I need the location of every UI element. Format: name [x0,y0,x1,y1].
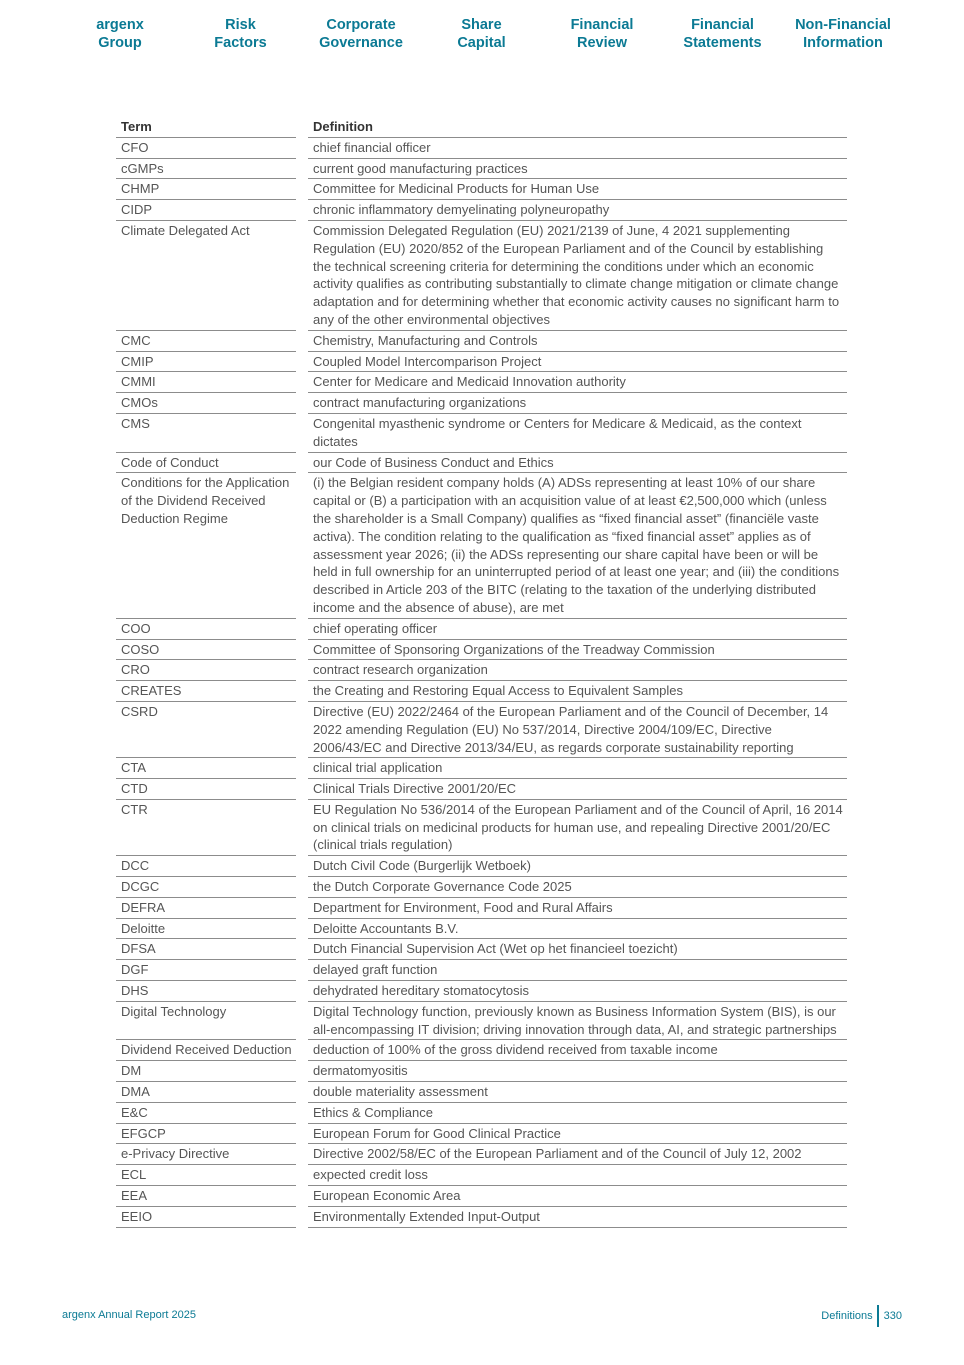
term-column-header: Term [116,116,296,138]
term-cell: CRO [116,660,296,681]
nav-share-capital[interactable]: Share Capital [457,17,506,51]
term-cell: DGF [116,960,296,981]
term-cell: DCC [116,856,296,877]
definition-cell: Clinical Trials Directive 2001/20/EC [308,779,847,800]
definition-column-header: Definition [308,116,847,138]
table-row [116,352,847,373]
table-row [116,800,847,856]
nav-financial-review[interactable]: Financial Review [570,17,634,51]
table-row [116,898,847,919]
nav-non-financial-information[interactable]: Non-Financial Information [795,17,891,51]
definition-cell: double materiality assessment [308,1082,847,1103]
term-cell: EFGCP [116,1124,296,1145]
table-body [116,138,847,1228]
definition-cell: current good manufacturing practices [308,159,847,180]
table-row [116,1124,847,1145]
table-row [116,681,847,702]
table-row [116,1144,847,1165]
definition-cell: the Creating and Restoring Equal Access to Equivalent Samples [308,681,847,702]
term-cell: CTD [116,779,296,800]
term-cell: DHS [116,981,296,1002]
definition-cell: Dutch Civil Code (Burgerlijk Wetboek) [308,856,847,877]
definition-cell: dermatomyositis [308,1061,847,1082]
term-cell: CFO [116,138,296,159]
definition-cell: deduction of 100% of the gross dividend received from taxable income [308,1040,847,1061]
definition-cell: Committee of Sponsoring Organizations of the Treadway Commission [308,640,847,661]
definition-cell: contract research organization [308,660,847,681]
term-cell: CMS [116,414,296,453]
term-cell: cGMPs [116,159,296,180]
definition-cell: Congenital myasthenic syndrome or Centers for Medicare & Medicaid, as the context dictates [308,414,847,453]
table-row [116,660,847,681]
table-row [116,1103,847,1124]
definition-cell: expected credit loss [308,1165,847,1186]
table-row [116,179,847,200]
term-cell: Conditions for the Application of the Dividend Received Deduction Regime [116,473,296,618]
term-cell: DCGC [116,877,296,898]
table-row [116,1207,847,1228]
definition-cell: Chemistry, Manufacturing and Controls [308,331,847,352]
table-row [116,758,847,779]
definition-cell: Center for Medicare and Medicaid Innovation authority [308,372,847,393]
term-cell: DM [116,1061,296,1082]
term-cell: DMA [116,1082,296,1103]
nav-corporate-governance[interactable]: Corporate Governance [319,17,403,51]
table-row [116,1186,847,1207]
table-row [116,939,847,960]
table-row [116,138,847,159]
definitions-table [116,116,847,1228]
definition-cell: Ethics & Compliance [308,1103,847,1124]
table-row [116,640,847,661]
table-row [116,960,847,981]
term-cell: Climate Delegated Act [116,221,296,331]
definition-cell: Commission Delegated Regulation (EU) 2021/2139 of June, 4 2021 supplementing Regulation (EU) 2020/852 of the European Parliament and of the Council by establishing the technical screening criteria for determining the conditions under which an economic activity qualifies as contributing substantially to climate change mitigation or climate change adaptation and for determining whether that economic activity causes no significant harm to any of the other environmental objectives [308,221,847,331]
definition-cell: Dutch Financial Supervision Act (Wet op het financieel toezicht) [308,939,847,960]
term-cell: CMIP [116,352,296,373]
definition-cell: Committee for Medicinal Products for Human Use [308,179,847,200]
table-row [116,779,847,800]
definition-cell: Coupled Model Intercomparison Project [308,352,847,373]
table-row [116,159,847,180]
definition-cell: EU Regulation No 536/2014 of the European Parliament and of the Council of April, 16 2014 on clinical trials on medicinal products for human use, and repealing Directive 2001/20/EC (clinical trials regulation) [308,800,847,856]
nav-financial-statements[interactable]: Financial Statements [683,17,762,51]
definition-cell: chief operating officer [308,619,847,640]
table-row [116,1165,847,1186]
top-navigation [60,16,903,52]
table-row [116,1002,847,1041]
definition-cell: the Dutch Corporate Governance Code 2025 [308,877,847,898]
section-name: Definitions [821,1310,873,1322]
term-cell: DEFRA [116,898,296,919]
term-cell: CIDP [116,200,296,221]
definition-cell: Digital Technology function, previously known as Business Information System (BIS), is our all-encompassing IT division; driving innovation through data, AI, and strategic partnerships [308,1002,847,1041]
definition-cell: European Economic Area [308,1186,847,1207]
definition-cell: Directive (EU) 2022/2464 of the European Parliament and of the Council of December, 14 2022 amending Regulation (EU) No 537/2014, Directive 2004/109/EC, Directive 2006/43/EC and Directive 2013/34/EU, as regards corporate sustainability reporting [308,702,847,758]
term-cell: CTA [116,758,296,779]
definition-cell: our Code of Business Conduct and Ethics [308,453,847,474]
definition-cell: dehydrated hereditary stomatocytosis [308,981,847,1002]
table-row [116,619,847,640]
term-cell: e-Privacy Directive [116,1144,296,1165]
term-cell: EEIO [116,1207,296,1228]
term-cell: Deloitte [116,919,296,940]
table-row [116,414,847,453]
term-cell: CHMP [116,179,296,200]
term-cell: CMOs [116,393,296,414]
term-cell: EEA [116,1186,296,1207]
definition-cell: Deloitte Accountants B.V. [308,919,847,940]
term-cell: CTR [116,800,296,856]
table-row [116,331,847,352]
table-row [116,1082,847,1103]
term-cell: COO [116,619,296,640]
definition-cell: clinical trial application [308,758,847,779]
table-row [116,1061,847,1082]
term-cell: CMC [116,331,296,352]
definition-cell: Department for Environment, Food and Rural Affairs [308,898,847,919]
definition-cell: chronic inflammatory demyelinating polyneuropathy [308,200,847,221]
term-cell: ECL [116,1165,296,1186]
term-cell: DFSA [116,939,296,960]
definition-cell: Environmentally Extended Input-Output [308,1207,847,1228]
definition-cell: European Forum for Good Clinical Practice [308,1124,847,1145]
footer-divider [877,1305,879,1327]
definition-cell: delayed graft function [308,960,847,981]
term-cell: CREATES [116,681,296,702]
table-row [116,877,847,898]
table-row [116,393,847,414]
term-cell: CMMI [116,372,296,393]
term-cell: Code of Conduct [116,453,296,474]
table-row [116,200,847,221]
report-title: argenx Annual Report 2025 [62,1309,196,1321]
term-cell: Digital Technology [116,1002,296,1041]
table-row [116,919,847,940]
table-row [116,702,847,758]
table-row [116,221,847,331]
table-row [116,453,847,474]
table-row [116,981,847,1002]
table-row [116,473,847,618]
nav-risk-factors[interactable]: Risk Factors [214,17,267,51]
nav-argenx-group[interactable]: argenx Group [96,17,144,51]
term-cell: E&C [116,1103,296,1124]
term-cell: COSO [116,640,296,661]
term-cell: CSRD [116,702,296,758]
table-header [116,116,847,138]
table-row [116,1040,847,1061]
definition-cell: chief financial officer [308,138,847,159]
definition-cell: Directive 2002/58/EC of the European Parliament and of the Council of July 12, 2002 [308,1144,847,1165]
table-row [116,372,847,393]
table-row [116,856,847,877]
page-number: 330 [883,1310,902,1322]
definition-cell: (i) the Belgian resident company holds (A) ADSs representing at least 10% of our share capital or (B) a participation with an acquisition value of at least €2,500,000 which (unless the shareholder is a Small Company) qualifies as “fixed financial asset” (financiële vaste activa). The condition relating to the qualification as “fixed financial asset” applies as of assessment year 2026; (ii) the ADSs representing our share capital have been or will be held in full ownership for an uninterrupted period of at least one year; and (iii) the conditions described in Article 203 of the BITC (relating to the taxation of the underlying distributed income and the absence of abuse), are met [308,473,847,618]
definition-cell: contract manufacturing organizations [308,393,847,414]
term-cell: Dividend Received Deduction [116,1040,296,1061]
page-footer [821,1305,902,1327]
